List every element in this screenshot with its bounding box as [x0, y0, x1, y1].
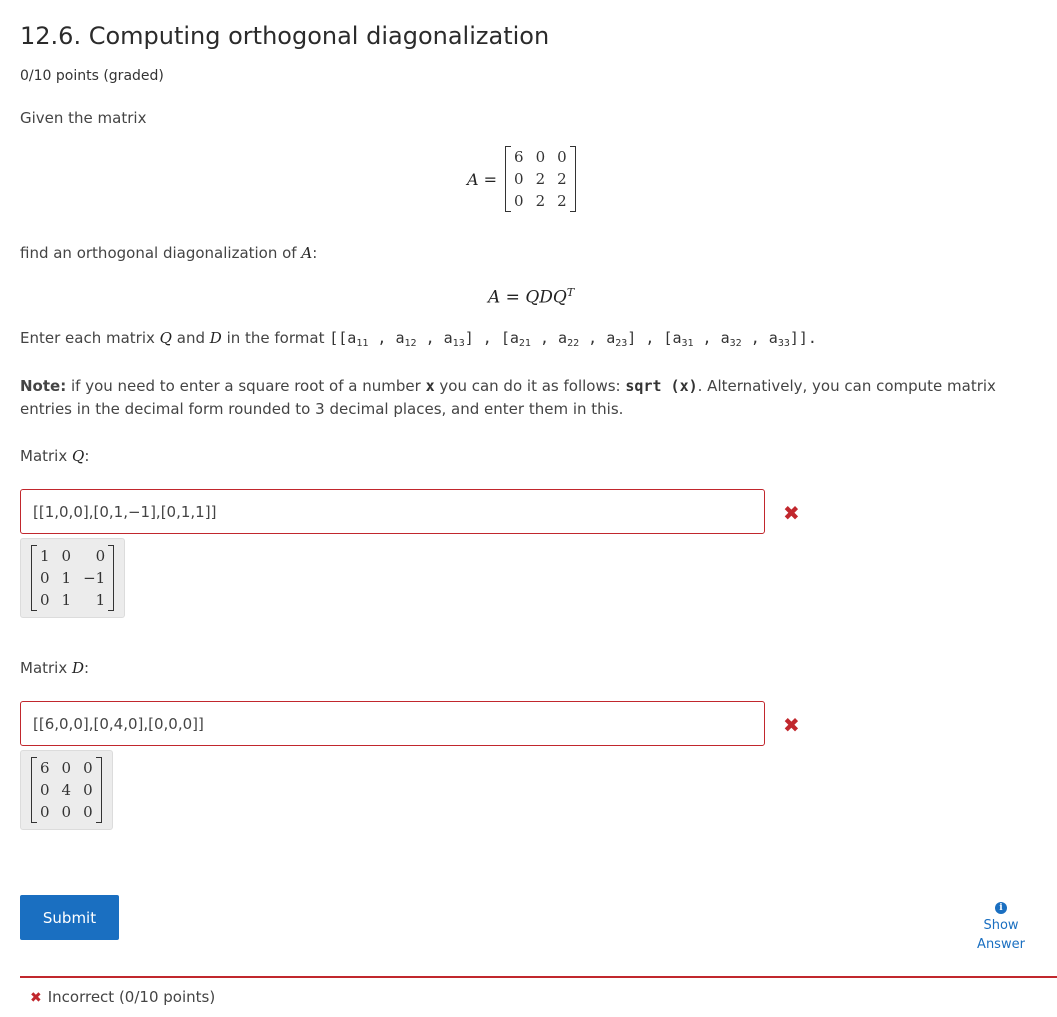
matrix-a-cell: 2 [557, 170, 567, 188]
matrix-d-cell: 4 [61, 781, 72, 799]
matrix-a-lhs: A = [467, 169, 498, 189]
show-answer-label-2: Answer [977, 937, 1025, 952]
equation-main: A = QDQ [488, 287, 567, 308]
matrix-q-incorrect-icon: ✖ [783, 501, 800, 525]
find-var: A [301, 244, 313, 262]
matrix-d-preview [20, 750, 113, 830]
equation-sup: T [566, 286, 575, 299]
given-text: Given the matrix [20, 109, 147, 127]
matrix-q-cell: 1 [95, 591, 106, 609]
format-code: [[$a_{11}$ , $a_{12}$ , $a_{13}$] , [$a_{21}$ , $a_{22}$ , $a_{23}$] , [$a_{31}$ , $a_{32}$ , $a_{33}$]]. [329, 329, 817, 349]
matrix-q-rendered [31, 545, 114, 611]
matrix-q-colon: : [84, 447, 90, 465]
matrix-q-cell: 0 [95, 547, 106, 565]
result-divider [20, 976, 1057, 978]
find-text: find an orthogonal diagonalization of [20, 244, 297, 262]
matrix-a-cell: 6 [514, 148, 524, 166]
matrix-a-display [467, 146, 576, 212]
matrix-d-label [20, 659, 89, 677]
matrix-d-incorrect-icon: ✖ [783, 713, 800, 737]
matrix-q-input[interactable] [20, 489, 765, 534]
points-label: 0/10 points (graded) [20, 68, 164, 84]
matrix-a-cell: 0 [557, 148, 567, 166]
matrix-q-label [20, 447, 89, 465]
note-text-1: if you need to enter a square root of a number [70, 377, 421, 395]
find-text-line [20, 244, 317, 262]
find-colon: : [312, 244, 318, 262]
matrix-q-label-text: Matrix [20, 447, 68, 465]
matrix-q-cell: 0 [61, 547, 72, 565]
result-text: Incorrect (0/10 points) [47, 988, 216, 1006]
result-status [30, 988, 215, 1006]
matrix-d-cell: 6 [40, 759, 50, 777]
matrix-d-rendered [31, 757, 102, 823]
matrix-q-var: Q [72, 447, 85, 465]
matrix-q-cell: 0 [40, 591, 50, 609]
enter-d: D [209, 329, 222, 347]
enter-middle: in the format [226, 329, 325, 347]
matrix-a-cell: 0 [535, 148, 546, 166]
matrix-d-cell: 0 [83, 781, 93, 799]
show-answer-button[interactable] [966, 897, 1036, 954]
matrix-a [505, 146, 576, 212]
matrix-d-cell: 0 [83, 803, 93, 821]
matrix-q-cell: −1 [83, 569, 106, 587]
note-text-2: you can do it as follows: [439, 377, 621, 395]
matrix-q-cell: 1 [40, 547, 50, 565]
matrix-a-cell: 2 [535, 192, 546, 210]
matrix-d-var: D [72, 659, 85, 677]
note-code-sqrt: sqrt (x) [625, 377, 698, 395]
note-line-2: entries in the decimal form rounded to 3 decimal places, and enter them in this. [20, 400, 624, 418]
info-icon: i [995, 902, 1007, 914]
matrix-d-label-text: Matrix [20, 659, 68, 677]
enter-q: Q [159, 329, 172, 347]
enter-and: and [176, 329, 205, 347]
matrix-a-cell: 2 [535, 170, 546, 188]
matrix-q-cell: 1 [61, 569, 72, 587]
submit-button[interactable]: Submit [20, 895, 119, 940]
matrix-d-cell: 0 [83, 759, 93, 777]
matrix-d-cell: 0 [40, 781, 50, 799]
note-label: Note: [20, 377, 67, 395]
incorrect-icon: ✖ [30, 990, 42, 1006]
matrix-d-colon: : [84, 659, 90, 677]
matrix-a-cell: 0 [514, 170, 524, 188]
format-instruction [20, 329, 817, 349]
equation [488, 286, 574, 308]
note-text-3: . Alternatively, you can compute matrix [697, 377, 996, 395]
matrix-q-preview [20, 538, 125, 618]
matrix-a-cell: 2 [557, 192, 567, 210]
matrix-q-cell: 1 [61, 591, 72, 609]
show-answer-label-1: Show [983, 918, 1019, 933]
enter-prefix: Enter each matrix [20, 329, 155, 347]
matrix-q-cell: 0 [40, 569, 50, 587]
note-line-1 [20, 377, 996, 395]
matrix-a-cell: 0 [514, 192, 524, 210]
matrix-d-cell: 0 [40, 803, 50, 821]
note-code-x: x [425, 377, 435, 395]
matrix-d-input[interactable] [20, 701, 765, 746]
matrix-d-cell: 0 [61, 803, 72, 821]
problem-title: 12.6. Computing orthogonal diagonalization [20, 22, 550, 50]
matrix-d-cell: 0 [61, 759, 72, 777]
